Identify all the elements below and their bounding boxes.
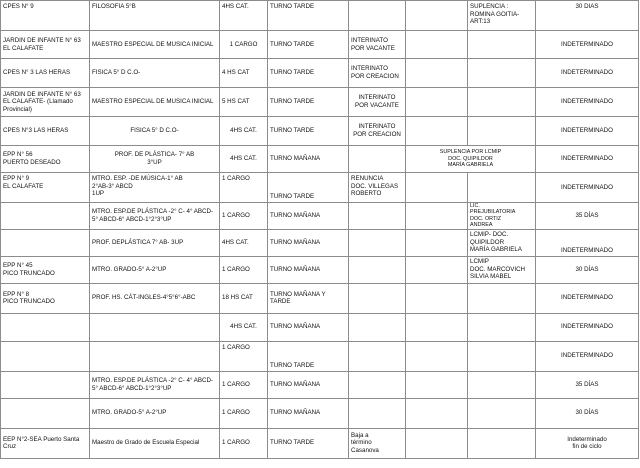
duration-cell: INDETERMINADO xyxy=(536,88,639,117)
situation-cell xyxy=(349,203,406,230)
table-row xyxy=(1,146,639,173)
table-row xyxy=(1,203,639,230)
situation-cell xyxy=(349,398,406,428)
duration-cell: 35 DÍAS xyxy=(536,371,639,398)
hours-cell: 1 CARGO xyxy=(220,256,268,283)
situation-cell: INTERINATO POR VACANTE xyxy=(349,31,406,59)
duration-cell: Indeterminado fin de ciclo xyxy=(536,428,639,458)
table-row xyxy=(1,256,639,283)
subject-cell: PROF. DEPLÁSTICA 7° AB- 3UP xyxy=(90,229,220,256)
table-row xyxy=(1,173,639,203)
situation-cell xyxy=(349,256,406,283)
hours-cell: 1 CARGO xyxy=(220,371,268,398)
hours-cell: 4HS CAT. xyxy=(220,1,268,31)
subject-cell: MAESTRO ESPECIAL DE MUSICA INICIAL xyxy=(90,88,220,117)
hours-cell: 1 CARGO xyxy=(220,398,268,428)
subject-cell: MTRO. GRADO-5° A-2°UP xyxy=(90,256,220,283)
shift-cell: TURNO TARDE xyxy=(268,173,349,203)
situation-cell: INTERINATO POR VACANTE xyxy=(349,88,406,117)
school-cell: JARDIN DE INFANTE N° 63 EL CALAFATE- (Llamado Provincial) xyxy=(1,88,90,117)
replaced-teacher-cell: LCMIP DOC. MARCOVICH SILVIA MABEL xyxy=(468,256,536,283)
hours-cell: 1 CARGO xyxy=(220,203,268,230)
hours-cell: 1 CARGO xyxy=(220,428,268,458)
hours-cell: 4HS CAT. xyxy=(220,229,268,256)
spacer-cell xyxy=(406,203,468,230)
school-cell: EPP N° 56 PUERTO DESEADO xyxy=(1,146,90,173)
subject-cell: MTRO. ESP.DE PLÁSTICA -2° C- 4° ABCD-5° ABCD-6° ABCD-1°2°3°UP xyxy=(90,203,220,230)
situation-cell: INTERINATO POR CREACION xyxy=(349,59,406,88)
school-cell xyxy=(1,229,90,256)
shift-cell: TURNO TARDE xyxy=(268,428,349,458)
replaced-teacher-cell xyxy=(468,341,536,371)
hours-cell: 18 HS CAT xyxy=(220,283,268,313)
school-cell: EPP N° 9 EL CALAFATE xyxy=(1,173,90,203)
replaced-teacher-cell: SUPLENCIA POR LCMIP DOC. QUIPILDOR MARÍA GABRIELA xyxy=(406,146,536,173)
duration-cell: 30 DIAS xyxy=(536,1,639,31)
table-row xyxy=(1,59,639,88)
spacer-cell xyxy=(406,173,468,203)
shift-cell: TURNO MAÑANA xyxy=(268,313,349,341)
shift-cell: TURNO MAÑANA xyxy=(268,146,349,173)
subject-cell xyxy=(90,313,220,341)
replaced-teacher-cell xyxy=(468,59,536,88)
hours-cell: 4HS CAT. xyxy=(220,313,268,341)
spacer-cell xyxy=(406,283,468,313)
shift-cell: TURNO MAÑANA xyxy=(268,203,349,230)
duration-cell: INDETERMINADO xyxy=(536,341,639,371)
replaced-teacher-cell xyxy=(468,398,536,428)
subject-cell: MTRO. ESP.DE PLÁSTICA -2° C- 4° ABCD-5° ABCD-6° ABCD-1°2°3°UP xyxy=(90,371,220,398)
duration-cell: INDETERMINADO xyxy=(536,283,639,313)
school-cell: JARDIN DE INFANTE N° 63 EL CALAFATE xyxy=(1,31,90,59)
duration-cell: 35 DÍAS xyxy=(536,203,639,230)
duration-cell: 30 DÍAS xyxy=(536,398,639,428)
spacer-cell xyxy=(406,229,468,256)
table-row xyxy=(1,1,639,31)
subject-cell: Maestro de Grado de Escuela Especial xyxy=(90,428,220,458)
shift-cell: TURNO TARDE xyxy=(268,117,349,146)
shift-cell: TURNO TARDE xyxy=(268,31,349,59)
situation-cell xyxy=(349,229,406,256)
replaced-teacher-cell xyxy=(468,283,536,313)
school-cell xyxy=(1,398,90,428)
duration-cell: INDETERMINADO xyxy=(536,146,639,173)
situation-cell xyxy=(349,313,406,341)
replaced-teacher-cell xyxy=(468,117,536,146)
shift-cell: TURNO MAÑANA xyxy=(268,398,349,428)
table-row xyxy=(1,371,639,398)
table-row xyxy=(1,313,639,341)
situation-cell: Baja a término Casanova xyxy=(349,428,406,458)
shift-cell: TURNO TARDE xyxy=(268,1,349,31)
table-row xyxy=(1,117,639,146)
table-row xyxy=(1,229,639,256)
replaced-teacher-cell: LIC. PREJUBILATORIA DOC. ORTIZ ANDREA xyxy=(468,203,536,230)
shift-cell: TURNO MAÑANA xyxy=(268,229,349,256)
spacer-cell xyxy=(406,1,468,31)
spacer-cell xyxy=(406,59,468,88)
spacer-cell xyxy=(406,341,468,371)
replaced-teacher-cell xyxy=(468,173,536,203)
spacer-cell xyxy=(406,256,468,283)
situation-cell xyxy=(349,371,406,398)
replaced-teacher-cell xyxy=(468,31,536,59)
table-row xyxy=(1,428,639,458)
subject-cell: MTRO. ESP. -DE MÚSICA-1° AB 2°AB-3° ABCD 1UP xyxy=(90,173,220,203)
hours-cell: 5 HS CAT xyxy=(220,88,268,117)
shift-cell: TURNO MAÑANA Y TARDE xyxy=(268,283,349,313)
duration-cell: INDETERMINADO xyxy=(536,229,639,256)
shift-cell: TURNO MAÑANA xyxy=(268,371,349,398)
table-row xyxy=(1,341,639,371)
spacer-cell xyxy=(406,31,468,59)
subject-cell: PROF. HS. CÁT-INGLES-4°5°6°-ABC xyxy=(90,283,220,313)
situation-cell xyxy=(349,283,406,313)
duration-cell: INDETERMINADO xyxy=(536,313,639,341)
duration-cell: INDETERMINADO xyxy=(536,173,639,203)
duration-cell: 30 DÍAS xyxy=(536,256,639,283)
spacer-cell xyxy=(406,117,468,146)
school-cell: CPES N°3 LAS HERAS xyxy=(1,117,90,146)
shift-cell: TURNO MAÑANA xyxy=(268,256,349,283)
replaced-teacher-cell xyxy=(468,371,536,398)
table-row xyxy=(1,31,639,59)
subject-cell: MAESTRO ESPECIAL DE MUSICA INICIAL xyxy=(90,31,220,59)
hours-cell: 4HS CAT. xyxy=(220,117,268,146)
school-cell xyxy=(1,203,90,230)
subject-cell xyxy=(90,341,220,371)
school-cell: EPP N° 8 PICO TRUNCADO xyxy=(1,283,90,313)
school-cell xyxy=(1,341,90,371)
hours-cell: 4HS CAT. xyxy=(220,146,268,173)
situation-cell xyxy=(349,341,406,371)
spacer-cell xyxy=(406,313,468,341)
hours-cell: 1 CARGO xyxy=(220,341,268,371)
school-cell: CPES N° 3 LAS HERAS xyxy=(1,59,90,88)
subject-cell: FISICA 5° D C.O- xyxy=(90,59,220,88)
shift-cell: TURNO TARDE xyxy=(268,88,349,117)
duration-cell: INDETERMINADO xyxy=(536,117,639,146)
duration-cell: INDETERMINADO xyxy=(536,59,639,88)
shift-cell: TURNO TARDE xyxy=(268,59,349,88)
replaced-teacher-cell xyxy=(468,88,536,117)
hours-cell: 4 HS CAT xyxy=(220,59,268,88)
situation-cell: RENUNCIA DOC. VILLEGAS ROBERTO xyxy=(349,173,406,203)
duration-cell: INDETERMINADO xyxy=(536,31,639,59)
spacer-cell xyxy=(406,88,468,117)
subject-cell: FISICA 5° D C.O- xyxy=(90,117,220,146)
replaced-teacher-cell: LCMIP- DOC. QUIPILDOR MARÍA GABRIELA xyxy=(468,229,536,256)
hours-cell: 1 CARGO xyxy=(220,31,268,59)
replaced-teacher-cell: SUPLENCIA : ROMINA GOITIA- ART:13 xyxy=(468,1,536,31)
school-cell xyxy=(1,371,90,398)
spacer-cell xyxy=(406,371,468,398)
replaced-teacher-cell xyxy=(468,428,536,458)
subject-cell: MTRO. GRADO-5° A-2°UP xyxy=(90,398,220,428)
replaced-teacher-cell xyxy=(468,313,536,341)
situation-cell xyxy=(349,146,406,173)
table-row xyxy=(1,398,639,428)
table-row xyxy=(1,283,639,313)
school-cell: EEP N°2-SEA Puerto Santa Cruz xyxy=(1,428,90,458)
shift-cell: TURNO TARDE xyxy=(268,341,349,371)
school-cell: EPP N° 45 PICO TRUNCADO xyxy=(1,256,90,283)
table-row xyxy=(1,88,639,117)
spacer-cell xyxy=(406,398,468,428)
school-cell xyxy=(1,313,90,341)
subject-cell: PROF. DE PLÁSTICA- 7° AB 3°UP xyxy=(90,146,220,173)
subject-cell: FILOSOFIA 5°B xyxy=(90,1,220,31)
school-cell: CPES N° 9 xyxy=(1,1,90,31)
hours-cell: 1 CARGO xyxy=(220,173,268,203)
situation-cell: INTERINATO POR CREACION xyxy=(349,117,406,146)
situation-cell xyxy=(349,1,406,31)
spacer-cell xyxy=(406,428,468,458)
